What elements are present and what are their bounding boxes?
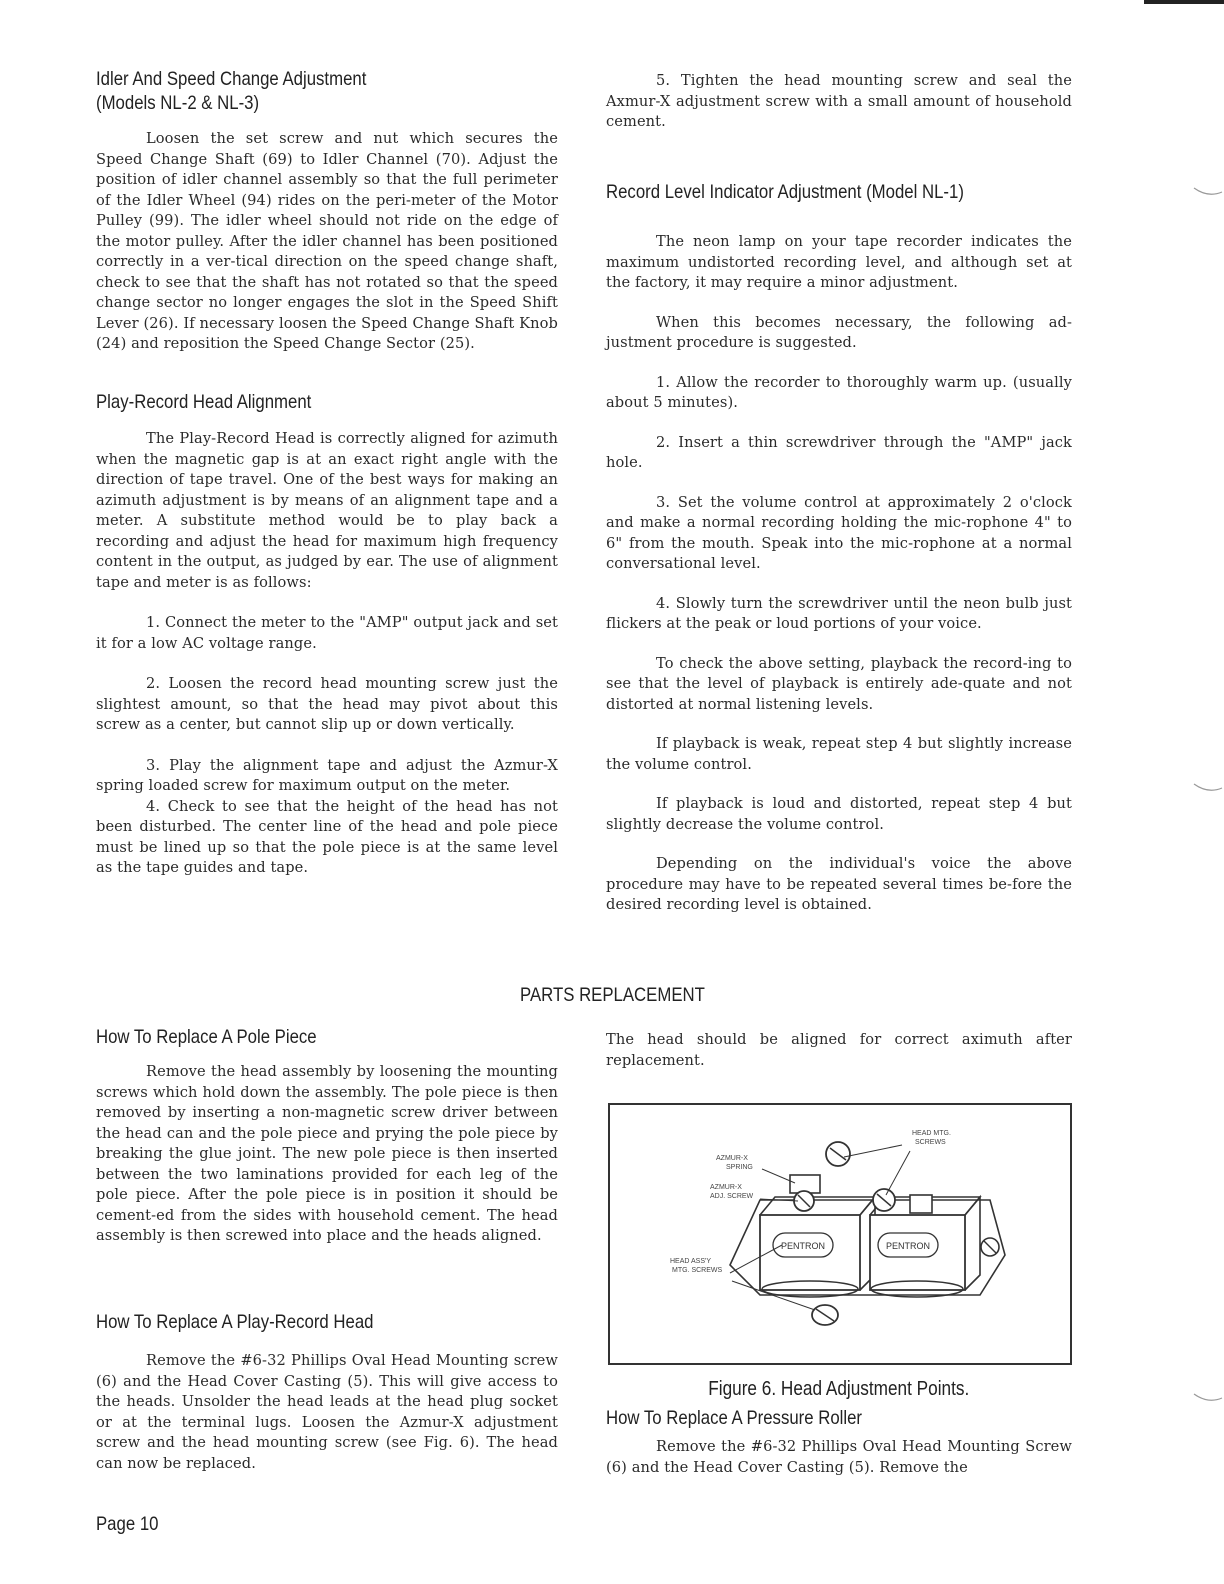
edge-mark-3 [1190, 1392, 1224, 1404]
play-record-intro: The Play-Record Head is correctly aligned for azimuth when the magnetic gap is at an exact right angle with the direction of tape travel. One of the best ways for making an azimuth adjustment is by means of an alignment tape and a meter. A substitute method would be to play back a recording and adjust the head for maximum high frequency content in the output, as judged by ear. The use of alignment tape and meter is as follows: [96, 430, 558, 591]
page-number-wrap [96, 1512, 169, 1536]
pressure-roller-section [606, 1406, 1072, 1478]
record-level-step-1: 1. Allow the recorder to thoroughly warm up. (usually about 5 minutes). [606, 373, 1072, 411]
figure-6-caption: Figure 6. Head Adjustment Points. [708, 1378, 970, 1400]
play-record-head-paragraph: Remove the #6-32 Phillips Oval Head Mounting screw (6) and the Head Cover Casting (5). This will give access to the heads. Unsolder the head leads at the head plug socket or at the terminal lugs. Loosen the Azmur-X adjustment screw and the head mounting screw (see Fig. 6). The head can now be replaced. [96, 1352, 558, 1472]
play-record-step-1: 1. Connect the meter to the "AMP" output jack and set it for a low AC voltage range. [96, 614, 558, 652]
parts-replacement-heading-wrap [0, 983, 1224, 1007]
pressure-roller-paragraph: Remove the #6-32 Phillips Oval Head Mounting Screw (6) and the Head Cover Casting (5). Remove the [606, 1438, 1072, 1476]
play-record-step-4: 4. Check to see that the height of the head has not been disturbed. The center line of the head and pole piece must be lined up so that the pole piece is at the same level as the tape guides and tape. [96, 797, 558, 876]
label-azmur-adj-2: ADJ. SCREW [710, 1193, 754, 1200]
record-level-check: To check the above setting, playback the record-ing to see that the level of playback is entirely ade-quate and not distorted at normal listening levels. [606, 654, 1072, 713]
play-record-step-3: 3. Play the alignment tape and adjust the Azmur-X spring loaded screw for maximum output on the meter. [96, 756, 558, 794]
right-brand-text: PENTRON [885, 1241, 931, 1251]
play-record-head-section [96, 1310, 558, 1474]
right-screw-block-icon [910, 1195, 932, 1213]
record-level-depending: Depending on the individual's voice the above procedure may have to be repeated several times be-fore the desired recording level is obtained. [606, 855, 1072, 913]
step-5-section [606, 71, 1072, 133]
label-head-assy-2: MTG. SCREWS [672, 1267, 723, 1274]
record-level-when: When this becomes necessary, the following ad-justment procedure is suggested. [606, 313, 1072, 351]
record-level-step-4: 4. Slowly turn the screwdriver until the neon bulb just flickers at the peak or loud portions of your voice. [606, 594, 1072, 632]
pole-piece-section [96, 1025, 558, 1247]
label-azmur-spring-2: SPRING [726, 1164, 753, 1171]
label-azmur-spring-1: AZMUR-X [716, 1155, 748, 1162]
idler-heading-line2: (Models NL-2 & NL-3) [96, 92, 260, 114]
label-head-assy-1: HEAD ASS'Y [670, 1258, 712, 1265]
record-level-intro: The neon lamp on your tape recorder indicates the maximum undistorted recording level, and although set at the factory, it may require a minor adjustment. [606, 233, 1072, 291]
label-head-mtg-1: HEAD MTG. [912, 1130, 951, 1137]
top-edge-mark [1144, 0, 1224, 4]
idler-heading-line1: Idler And Speed Change Adjustment [96, 68, 367, 90]
record-level-loud: If playback is loud and distorted, repeat step 4 but slightly decrease the volume control. [606, 795, 1072, 833]
figure-6-box [608, 1103, 1072, 1365]
label-azmur-adj-1: AZMUR-X [710, 1184, 742, 1191]
record-level-weak: If playback is weak, repeat step 4 but slightly increase the volume control. [606, 735, 1072, 773]
head-step-5: 5. Tighten the head mounting screw and seal the Axmur-X adjustment screw with a small amount of household cement. [606, 72, 1072, 130]
head-aligned-section [606, 1030, 1072, 1071]
idler-paragraph: Loosen the set screw and nut which secures the Speed Change Shaft (69) to Idler Channel (70). Adjust the position of idler channel assembly so that the full perimeter of the Idler Wheel (94) rides on the peri-meter of the Motor Pulley (99). The idler wheel should not ride on the edge of the motor pulley. After the idler channel has been positioned correctly in a ver-tical direction on the speed change shaft, check to see that the shaft has not rotated so that the speed change sector no longer engages the slot in the Speed Shift Lever (26). If necessary loosen the Speed Change Shaft Knob (24) and reposition the Speed Change Sector (25). [96, 130, 558, 352]
parts-replacement-heading: PARTS REPLACEMENT [519, 984, 705, 1006]
head-adjustment-diagram [610, 1105, 1070, 1363]
play-record-head-heading: How To Replace A Play-Record Head [96, 1311, 374, 1333]
pole-piece-paragraph: Remove the head assembly by loosening the mounting screws which hold down the assembly. The pole piece is then removed by inserting a non-magnetic screw driver between the head can and the pole piece and prying the pole piece by breaking the glue joint. The new pole piece is then inserted between the two laminations provided for each leg of the pole piece. After the pole piece is in position it should be cement-ed from the sides with household cement. The head assembly is then screwed into place and the heads aligned. [96, 1063, 558, 1244]
pressure-roller-heading: How To Replace A Pressure Roller [606, 1407, 863, 1429]
record-level-heading: Record Level Indicator Adjustment (Model NL-1) [606, 181, 964, 203]
play-record-heading: Play-Record Head Alignment [96, 391, 312, 413]
head-aligned-paragraph: The head should be aligned for correct aximuth after replacement. [606, 1031, 1072, 1069]
record-level-step-2: 2. Insert a thin screwdriver through the "AMP" jack hole. [606, 433, 1072, 471]
left-brand-text: PENTRON [780, 1241, 826, 1251]
figure-6-caption-wrap [606, 1377, 1072, 1401]
page-number: Page 10 [96, 1513, 159, 1535]
record-level-step-3: 3. Set the volume control at approximately 2 o'clock and make a normal recording holding the mic-rophone 4" to 6" from the mouth. Speak into the mic-rophone at a normal conversational level. [606, 493, 1072, 572]
record-level-section [606, 180, 1072, 916]
right-head-side [965, 1197, 980, 1290]
label-head-mtg-2: SCREWS [915, 1139, 946, 1146]
play-record-step-2: 2. Loosen the record head mounting screw just the slightest amount, so that the head may pivot about this screw as a center, but cannot slip up or down vertically. [96, 675, 558, 733]
play-record-section [96, 390, 558, 879]
edge-mark-1 [1190, 186, 1224, 198]
idler-section [96, 67, 558, 355]
edge-mark-2 [1190, 782, 1224, 794]
pole-piece-heading: How To Replace A Pole Piece [96, 1026, 317, 1048]
